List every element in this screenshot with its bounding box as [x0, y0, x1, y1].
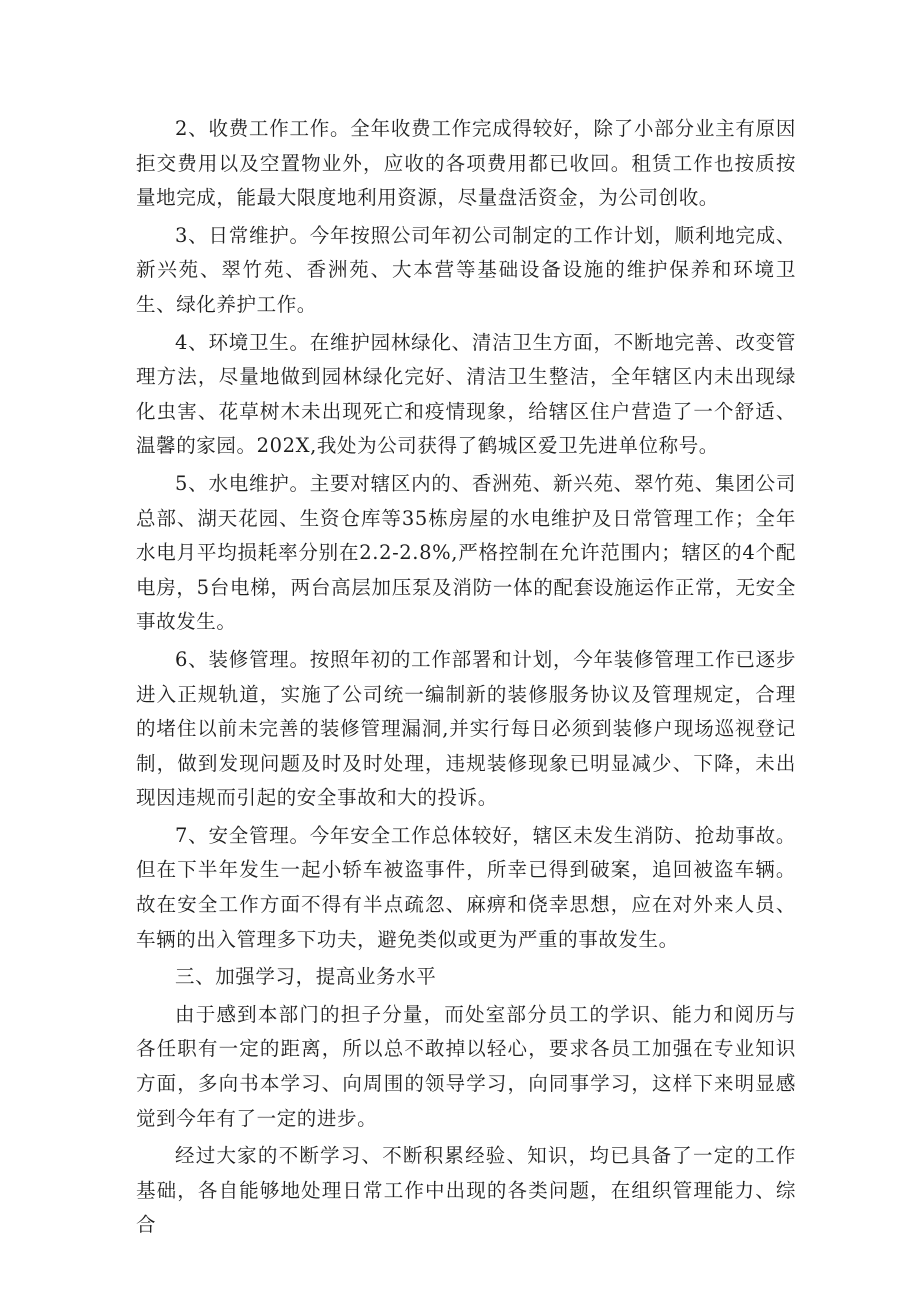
section-heading-learning: 三、加强学习，提高业务水平	[175, 965, 437, 989]
paragraph-utility-maintenance: 5、水电维护。主要对辖区内的、香洲苑、新兴苑、翠竹苑、集团公司总部、湖天花园、生资仓库等35栋房屋的水电维护及日常管理工作；全年水电月平均损耗率分别在2.2-2.8%,严格控制在允许范围内；辖区的4个配电房，5台电梯，两台高层加压泵及消防一体的配套设施运作正常，无安全事故发生。	[136, 471, 796, 634]
document-body	[136, 112, 796, 1243]
paragraph-environment-sanitation: 4、环境卫生。在维护园林绿化、清洁卫生方面，不断地完善、改变管理方法，尽量地做到园林绿化完好、清洁卫生整洁，全年辖区内未出现绿化虫害、花草树木未出现死亡和疫情现象，给辖区住户营造了一个舒适、温馨的家园。202X,我处为公司获得了鹤城区爱卫先进单位称号。	[136, 330, 796, 458]
paragraph-learning-intro: 由于感到本部门的担子分量，而处室部分员工的学识、能力和阅历与各任职有一定的距离，所以总不敢掉以轻心，要求各员工加强在专业知识方面，多向书本学习、向周围的领导学习，向同事学习，这样下来明显感觉到今年有了一定的进步。	[136, 1002, 796, 1130]
paragraph-security-management: 7、安全管理。今年安全工作总体较好，辖区未发生消防、抢劫事故。但在下半年发生一起小轿车被盗事件，所幸已得到破案，追回被盗车辆。故在安全工作方面不得有半点疏忽、麻痹和侥幸思想，应在对外来人员、车辆的出入管理多下功夫，避免类似或更为严重的事故发生。	[136, 823, 796, 951]
paragraph-learning-result: 经过大家的不断学习、不断积累经验、知识，均已具备了一定的工作基础，各自能够地处理日常工作中出现的各类问题，在组织管理能力、综合	[136, 1144, 796, 1237]
paragraph-renovation-management: 6、装修管理。按照年初的工作部署和计划，今年装修管理工作已逐步进入正规轨道，实施了公司统一编制新的装修服务协议及管理规定，合理的堵住以前未完善的装修管理漏洞,并实行每日必须到装修户现场巡视登记制，做到发现问题及时及时处理，违规装修现象已明显减少、下降，未出现因违规而引起的安全事故和大的投诉。	[136, 647, 796, 810]
paragraph-daily-maintenance: 3、日常维护。今年按照公司年初公司制定的工作计划，顺利地完成、新兴苑、翠竹苑、香洲苑、大本营等基础设备设施的维护保养和环境卫生、绿化养护工作。	[136, 223, 796, 316]
paragraph-fee-collection: 2、收费工作工作。全年收费工作完成得较好，除了小部分业主有原因拒交费用以及空置物业外，应收的各项费用都已收回。租赁工作也按质按量地完成，能最大限度地利用资源，尽量盘活资金，为公司创收。	[136, 117, 796, 210]
